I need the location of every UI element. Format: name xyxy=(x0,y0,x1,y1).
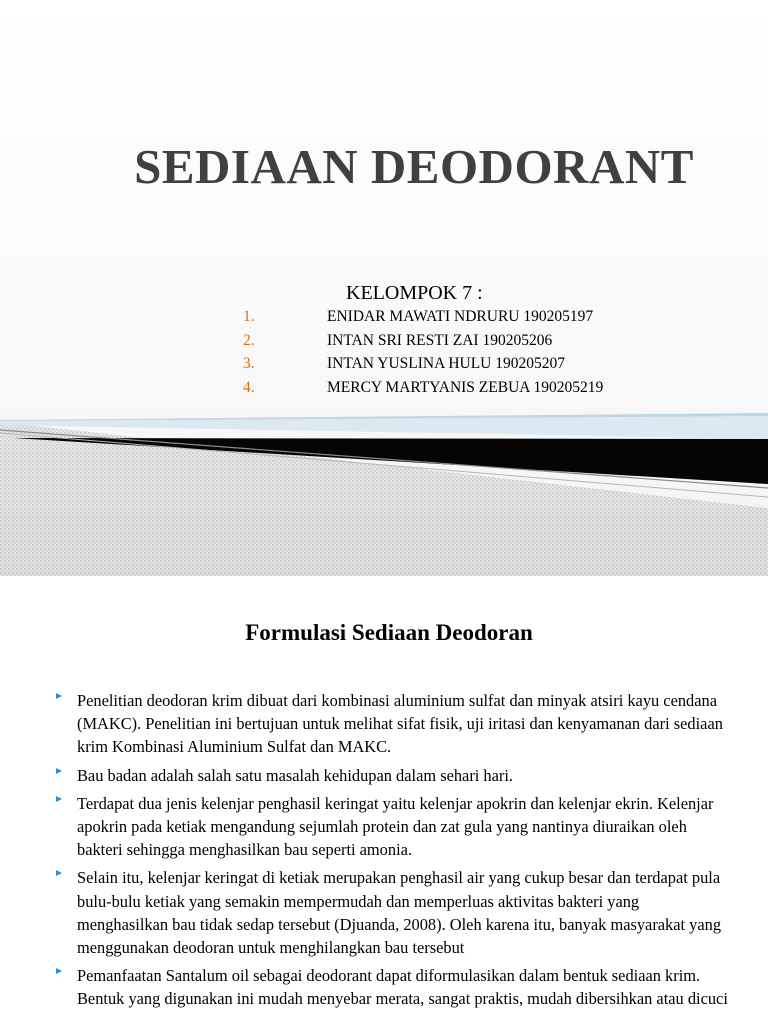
bullet-list xyxy=(52,689,732,1016)
member-list xyxy=(0,308,768,402)
bullet-text: Selain itu, kelenjar keringat di ketiak merupakan penghasil air yang cukup besar dan terdapat pula bulu-bulu ketiak yang semakin mempermudah dan memperluas aktivitas bakteri yang menghasilkan bau tidak sedap tersebut (Djuanda, 2008). Oleh karena itu, banyak masyarakat yang menggunakan deodoran untuk menghilangkan bau tersebut xyxy=(77,868,722,958)
triangle-bullet-icon xyxy=(56,693,62,699)
member-name: INTAN SRI RESTI ZAI 190205206 xyxy=(327,331,553,349)
triangle-bullet-icon xyxy=(56,796,62,802)
list-item xyxy=(0,355,768,379)
list-item xyxy=(0,332,768,356)
group-label: KELOMPOK 7 : xyxy=(346,282,483,304)
bullet-item xyxy=(52,964,732,1010)
bullet-item xyxy=(52,689,732,759)
bullet-item xyxy=(52,792,732,862)
list-number: 3. xyxy=(243,355,255,372)
member-name: INTAN YUSLINA HULU 190205207 xyxy=(327,355,565,372)
triangle-bullet-icon xyxy=(56,870,62,876)
triangle-bullet-icon xyxy=(56,968,62,974)
content-slide xyxy=(0,576,768,1024)
bullet-text: Pemanfaatan Santalum oil sebagai deodorant dapat diformulasikan dalam bentuk sediaan krim. Bentuk yang digunakan ini mudah menyebar merata, sangat praktis, mudah dibersihkan atau dicuci xyxy=(77,966,728,1009)
member-name: ENIDAR MAWATI NDRURU 190205197 xyxy=(327,308,594,325)
list-number: 2. xyxy=(243,331,255,349)
list-item xyxy=(0,379,768,403)
list-item xyxy=(0,308,768,332)
slide-title: SEDIAAN DEODORANT xyxy=(134,139,694,194)
triangle-bullet-icon xyxy=(56,768,62,774)
bullet-item xyxy=(52,764,732,787)
member-name: MERCY MARTYANIS ZEBUA 190205219 xyxy=(327,378,604,396)
bullet-text: Terdapat dua jenis kelenjar penghasil keringat yaitu kelenjar apokrin dan kelenjar ekrin. Kelenjar apokrin pada ketiak mengandung sejumlah protein dan zat gula yang nantinya diuraikan oleh bakteri sehingga menghasilkan bau seperti amonia. xyxy=(77,793,714,860)
bullet-text: Penelitian deodoran krim dibuat dari kombinasi aluminium sulfat dan minyak atsiri kayu cendana (MAKC). Penelitian ini bertujuan untuk melihat sifat fisik, uji iritasi dan kenyamanan dari sediaan krim Kombinasi Aluminium Sulfat dan MAKC. xyxy=(77,691,723,757)
list-number: 4. xyxy=(243,378,255,396)
bullet-item xyxy=(52,866,732,959)
decorative-band xyxy=(0,400,768,576)
bullet-text: Bau badan adalah salah satu masalah kehidupan dalam sehari hari. xyxy=(77,765,514,785)
list-number: 1. xyxy=(243,308,255,325)
slide-heading: Formulasi Sediaan Deodoran xyxy=(245,620,533,645)
